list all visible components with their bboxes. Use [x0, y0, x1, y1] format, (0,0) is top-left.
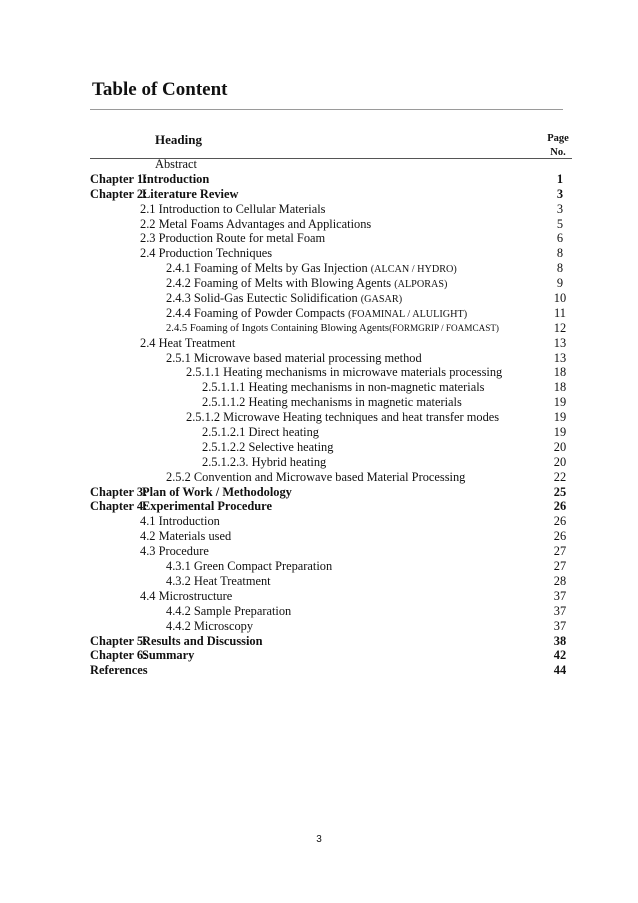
toc-entry-text: 2.4 Production Techniques [140, 246, 273, 261]
page-number: 28 [553, 573, 567, 588]
toc-entry-text: 4.3.2 Heat Treatment [166, 573, 271, 588]
page-number: 42 [553, 648, 567, 663]
page-number: 19 [553, 410, 567, 425]
page-number: 9 [556, 276, 564, 291]
toc-entry-text: 2.1 Introduction to Cellular Materials [140, 201, 326, 216]
toc-entry-note: (ALCAN / HYDRO) [370, 264, 457, 276]
toc-entry-text: 2.4.3 Solid-Gas Eutectic Solidification [166, 291, 361, 306]
toc-entry [0, 395, 638, 410]
toc-entry [0, 410, 638, 425]
toc-chapter-6 [0, 648, 638, 663]
page-number: 27 [553, 559, 567, 574]
toc-entry [0, 321, 638, 336]
toc-entry-text: 4.2 Materials used [140, 529, 232, 544]
toc-entry-note: (GASAR) [360, 294, 403, 306]
chapter-title: Summary [142, 648, 195, 663]
chapter-title: References [90, 663, 148, 678]
toc-entry [0, 514, 638, 529]
table-of-contents [0, 157, 638, 678]
page-number: 37 [553, 588, 567, 603]
page-number: 13 [553, 350, 567, 365]
toc-entry [0, 455, 638, 470]
page-number: 27 [553, 544, 567, 559]
toc-entry [0, 336, 638, 351]
toc-chapter-2 [0, 187, 638, 202]
toc-entry [0, 380, 638, 395]
toc-chapter-1 [0, 172, 638, 187]
toc-entry [0, 604, 638, 619]
chapter-number: Chapter 6: [90, 648, 148, 663]
page-number: 20 [553, 454, 567, 469]
toc-entry-text: 4.4 Microstructure [140, 588, 233, 603]
toc-entry-text: 2.5.1.1.2 Heating mechanisms in magnetic materials [202, 395, 462, 410]
toc-entry [0, 217, 638, 232]
toc-entry-text: 2.5.1 Microwave based material processing method [166, 350, 422, 365]
toc-entry-text: 2.3 Production Route for metal Foam [140, 231, 326, 246]
toc-chapter-3 [0, 485, 638, 500]
toc-entry-text: 2.5.1.2.3. Hybrid heating [202, 454, 327, 469]
toc-entry [0, 365, 638, 380]
chapter-title: Literature Review [142, 186, 239, 201]
toc-entry-text: 2.5.2 Convention and Microwave based Material Processing [166, 469, 466, 484]
toc-entry-text: 2.4.5 Foaming of Ingots Containing Blowing Agents [166, 322, 390, 334]
toc-entry [0, 619, 638, 634]
chapter-title: Experimental Procedure [142, 499, 272, 514]
toc-entry [0, 261, 638, 276]
toc-entry [0, 529, 638, 544]
toc-entry [0, 202, 638, 217]
page-number: 6 [556, 231, 564, 246]
column-header-page-line1: Page [547, 133, 569, 144]
chapter-number: Chapter 4: [90, 499, 148, 514]
page-number: 19 [553, 425, 567, 440]
toc-entry [0, 425, 638, 440]
toc-entry-text: 2.4.1 Foaming of Melts by Gas Injection [166, 261, 371, 276]
toc-entry-text: 2.2 Metal Foams Advantages and Applications [140, 216, 372, 231]
toc-entry [0, 440, 638, 455]
chapter-title: Introduction [142, 171, 210, 186]
page-number: 12 [553, 320, 567, 335]
toc-entry-text: 2.5.1.2 Microwave Heating techniques and heat transfer modes [186, 410, 500, 425]
page-number: 3 [556, 201, 564, 216]
toc-entry-abstract [0, 157, 638, 172]
toc-entry-text: 4.4.2 Sample Preparation [166, 603, 292, 618]
toc-entry [0, 246, 638, 261]
page-number: 5 [556, 216, 564, 231]
page-number: 8 [556, 261, 564, 276]
chapter-number: Chapter 3: [90, 484, 148, 499]
page-number: 11 [554, 305, 566, 320]
toc-entry-text: 2.5.1.2.2 Selective heating [202, 439, 334, 454]
chapter-number: Chapter 2: [90, 186, 148, 201]
page-number: 20 [553, 439, 567, 454]
toc-entry-text: 4.4.2 Microscopy [166, 618, 254, 633]
toc-entry-text: 2.4 Heat Treatment [140, 335, 236, 350]
toc-chapter-5 [0, 634, 638, 649]
toc-entry-text: 2.4.4 Foaming of Powder Compacts [166, 305, 349, 320]
toc-entry [0, 231, 638, 246]
toc-entry [0, 276, 638, 291]
footer-page-number: 3 [316, 834, 322, 845]
page-title: Table of Content [92, 79, 228, 100]
toc-references [0, 663, 638, 678]
column-header-page-no [538, 132, 578, 160]
page-number: 10 [553, 291, 567, 306]
title-divider [90, 109, 563, 110]
toc-entry-text: 4.3 Procedure [140, 544, 209, 559]
page-number: 8 [556, 246, 564, 261]
page-number: 1 [556, 171, 564, 186]
toc-chapter-4 [0, 499, 638, 514]
toc-entry-text: 2.5.1.2.1 Direct heating [202, 425, 319, 440]
toc-entry [0, 544, 638, 559]
toc-entry-note: (ALPORAS) [394, 279, 448, 291]
toc-entry-text: 4.1 Introduction [140, 514, 220, 529]
page-number: 44 [553, 663, 567, 678]
toc-entry-text: Abstract [155, 157, 197, 171]
toc-entry-text: 2.4.2 Foaming of Melts with Blowing Agents [166, 276, 395, 291]
page-number: 22 [553, 469, 567, 484]
chapter-title: Results and Discussion [142, 633, 263, 648]
page-number: 26 [553, 499, 567, 514]
toc-entry [0, 589, 638, 604]
page-number: 38 [553, 633, 567, 648]
page-number: 37 [553, 618, 567, 633]
toc-entry [0, 351, 638, 366]
toc-entry [0, 574, 638, 589]
toc-entry-note: (FOAMINAL / ALULIGHT) [348, 308, 468, 320]
page-number: 26 [553, 529, 567, 544]
toc-entry-text: 2.5.1.1.1 Heating mechanisms in non-magnetic materials [202, 380, 485, 395]
chapter-number: Chapter 1: [90, 171, 148, 186]
column-header-heading: Heading [155, 132, 202, 147]
page-number: 19 [553, 395, 567, 410]
chapter-number: Chapter 5: [90, 633, 148, 648]
toc-entry [0, 559, 638, 574]
toc-entry-text: 4.3.1 Green Compact Preparation [166, 559, 333, 574]
page-number: 25 [553, 484, 567, 499]
toc-entry-note: (FORMGRIP / FOAMCAST) [389, 322, 499, 333]
toc-entry [0, 291, 638, 306]
toc-entry-text: 2.5.1.1 Heating mechanisms in microwave materials processing [186, 365, 503, 380]
page-number: 18 [553, 365, 567, 380]
page-number: 37 [553, 603, 567, 618]
column-header-page-line2: No. [550, 147, 566, 158]
chapter-title: Plan of Work / Methodology [142, 484, 292, 499]
page-number: 13 [553, 335, 567, 350]
page-number: 18 [553, 380, 567, 395]
page-number: 26 [553, 514, 567, 529]
toc-entry [0, 470, 638, 485]
page-number: 3 [556, 186, 564, 201]
toc-entry [0, 306, 638, 321]
